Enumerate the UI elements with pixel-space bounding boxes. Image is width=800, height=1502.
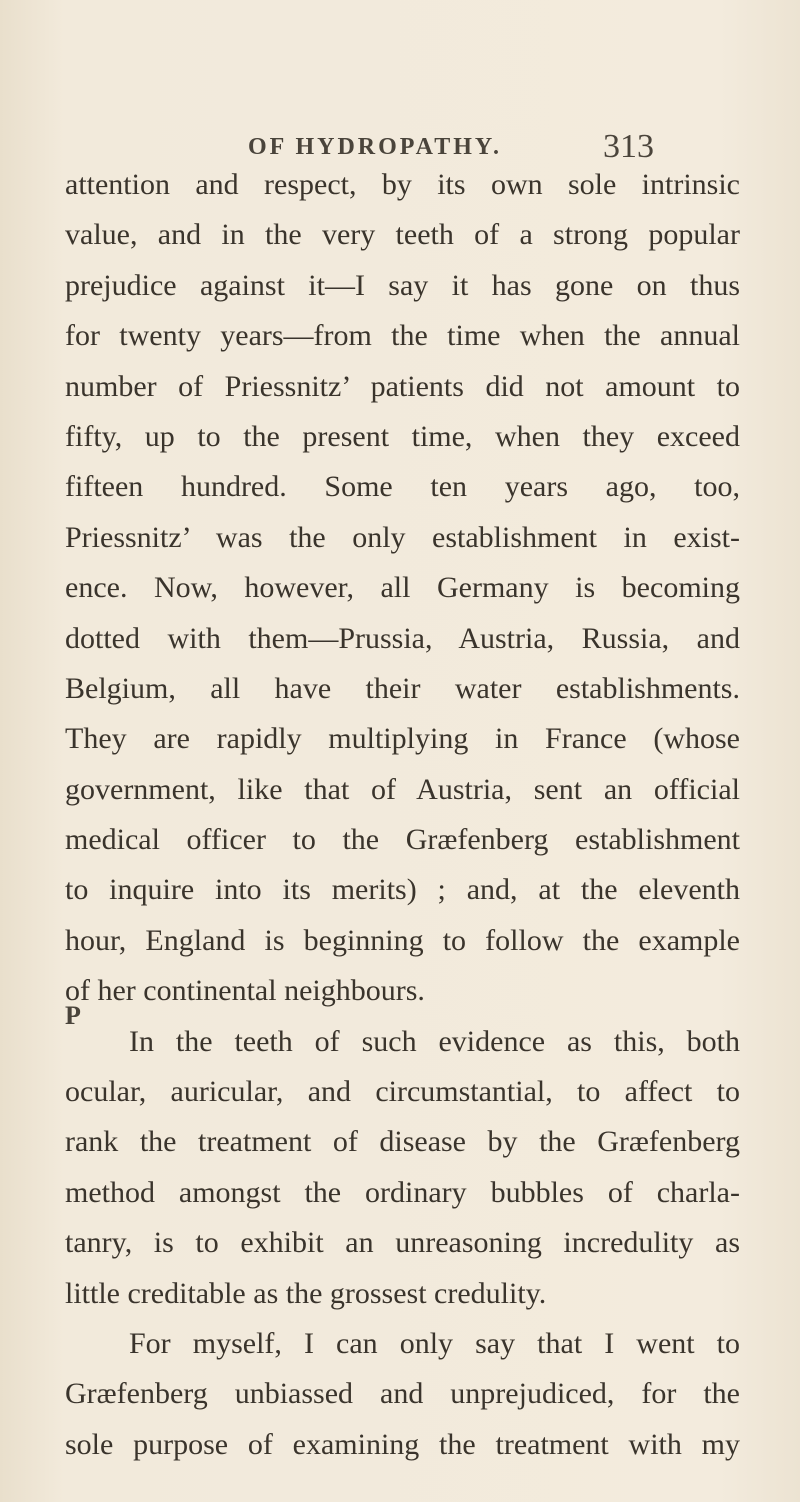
text-line: Græfenberg unbiassed and unprejudiced, for the xyxy=(65,1377,740,1411)
text-line: value, and in the very teeth of a strong popular xyxy=(65,218,740,252)
text-line: They are rapidly multiplying in France (whose xyxy=(65,722,740,756)
text-line: In the teeth of such evidence as this, both xyxy=(129,1024,740,1058)
page-number: 313 xyxy=(603,128,654,165)
text-line: for twenty years—from the time when the annual xyxy=(65,319,740,353)
text-line: sole purpose of examining the treatment with my xyxy=(65,1427,740,1461)
text-line: government, like that of Austria, sent an official xyxy=(65,772,740,806)
signature-mark: P xyxy=(65,1001,81,1030)
text-line: medical officer to the Græfenberg establishment xyxy=(65,823,740,857)
text-line: Priessnitz’ was the only establishment in exist- xyxy=(65,520,740,554)
text-line: dotted with them—Prussia, Austria, Russia, and xyxy=(65,621,740,655)
text-line: prejudice against it—I say it has gone on thus xyxy=(65,268,740,302)
text-line: ence. Now, however, all Germany is becoming xyxy=(65,571,740,605)
body-text xyxy=(65,160,740,1470)
text-line: number of Priessnitz’ patients did not amount to xyxy=(65,369,740,403)
text-line: tanry, is to exhibit an unreasoning incredulity as xyxy=(65,1226,740,1260)
text-line: fifteen hundred. Some ten years ago, too, xyxy=(65,470,740,504)
text-line: ocular, auricular, and circumstantial, to affect to xyxy=(65,1075,740,1109)
text-line: attention and respect, by its own sole intrinsic xyxy=(65,168,740,201)
text-line: to inquire into its merits) ; and, at the eleventh xyxy=(65,873,740,907)
running-title: OF HYDROPATHY. xyxy=(248,134,503,160)
text-line: method amongst the ordinary bubbles of charla- xyxy=(65,1175,740,1209)
text-line: fifty, up to the present time, when they exceed xyxy=(65,419,740,453)
text-line: little creditable as the grossest credulity. xyxy=(65,1276,547,1310)
text-line: hour, England is beginning to follow the example xyxy=(65,923,740,957)
text-line: Belgium, all have their water establishments. xyxy=(65,671,740,705)
text-line: rank the treatment of disease by the Græfenberg xyxy=(65,1125,740,1159)
text-line: of her continental neighbours. xyxy=(65,974,425,1008)
text-line: For myself, I can only say that I went to xyxy=(129,1326,740,1360)
